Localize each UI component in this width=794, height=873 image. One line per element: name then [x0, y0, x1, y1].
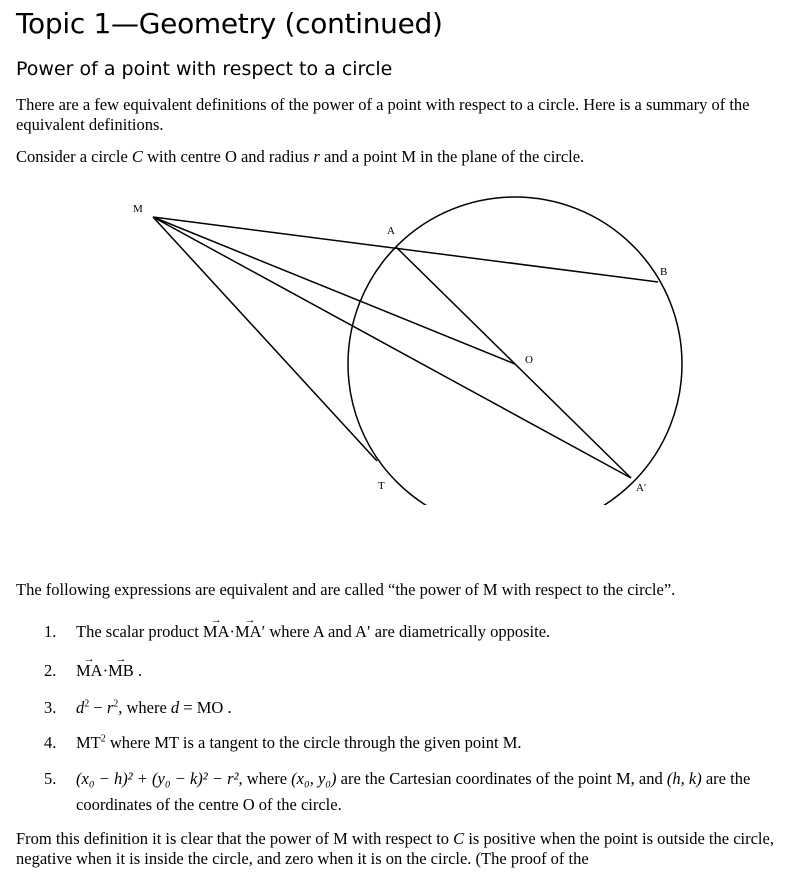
circle-symbol: C — [131, 147, 143, 166]
line-mo — [153, 217, 515, 364]
consider-text-1: Consider a circle — [16, 147, 132, 166]
list-text: = MO . — [179, 698, 232, 717]
label-B: B — [660, 266, 668, 278]
tangent-line-mt — [153, 217, 377, 461]
label-T: T — [378, 480, 385, 492]
list-item — [44, 658, 786, 684]
list-item — [44, 766, 786, 818]
secant-line-mb — [153, 217, 658, 282]
list-text: where A and — [265, 622, 356, 641]
label-A-prime: A' — [636, 482, 646, 494]
list-text: are the coordinates of the centre O of the circle. — [76, 769, 751, 814]
list-text: , where — [118, 698, 171, 717]
var-d: d — [170, 698, 180, 717]
centre-coordinates: (h, k) — [666, 769, 702, 788]
circle-symbol: C — [453, 829, 465, 848]
var-d: d — [76, 698, 85, 717]
list-number: 5. — [44, 769, 57, 788]
list-text: are diametrically opposite. — [370, 622, 551, 641]
line-ma-prime — [153, 217, 631, 478]
circle-diagram — [16, 195, 786, 505]
point-a-prime: A′ — [355, 622, 371, 641]
diagram-svg — [16, 195, 786, 505]
diameter-aa-prime — [396, 247, 631, 478]
list-item — [44, 619, 786, 645]
vector-ma: → MA — [76, 658, 103, 684]
list-number: 3. — [44, 698, 57, 717]
list-text: . — [133, 661, 143, 680]
list-text: is a tangent to the circle through the given point M. — [178, 733, 522, 752]
point-coordinates: (x₀, y₀) — [291, 769, 337, 788]
dot-operator: · — [102, 661, 109, 680]
list-number: 4. — [44, 733, 57, 752]
list-text: The scalar product — [76, 622, 203, 641]
distance-formula: (x₀ − h)² + (y₀ − k)² − r² — [76, 769, 239, 788]
consider-text-3: and a point M in the plane of the circle. — [319, 147, 585, 166]
vector-ma: → MA — [203, 619, 230, 645]
vector-mb: → MB — [108, 658, 134, 684]
var-r: r — [106, 698, 114, 717]
intro-paragraph: There are a few equivalent definitions of the power of a point with respect to a circle. Here is a summary of the equivalent definitions. — [16, 95, 750, 134]
conclusion-paragraph — [16, 829, 786, 869]
exponent: 2 — [113, 698, 119, 710]
exponent: 2 — [100, 733, 106, 745]
label-M: M — [133, 203, 143, 215]
conclusion-text-1: From this definition it is clear that the power of M with respect to — [16, 829, 454, 848]
dot-operator: · — [229, 622, 235, 641]
list-text: are the Cartesian coordinates of the point M, and — [336, 769, 667, 788]
minus-operator: − — [89, 698, 107, 717]
section-title: Power of a point with respect to a circle — [16, 58, 393, 80]
following-paragraph: The following expressions are equivalent and are called “the power of M with respect to the circle”. — [16, 580, 676, 599]
page-title: Topic 1—Geometry (continued) — [16, 7, 443, 40]
list-text: where — [105, 733, 155, 752]
exponent: 2 — [84, 698, 90, 710]
label-A: A — [387, 225, 395, 237]
list-number: 2. — [44, 661, 57, 680]
list-number: 1. — [44, 622, 57, 641]
segment-mt: MT — [154, 733, 179, 752]
list-item — [44, 695, 786, 721]
vector-ma-prime: → MA′ — [235, 619, 265, 645]
list-item — [44, 730, 786, 756]
label-O: O — [525, 354, 533, 366]
conclusion-text-2: is positive when the point is outside the circle, negative when it is inside the circle, and zero when it is on the circle. (The proof of the — [16, 829, 774, 868]
consider-paragraph — [16, 147, 786, 167]
radius-symbol: r — [313, 147, 320, 166]
consider-text-2: with centre O and radius — [142, 147, 314, 166]
list-text: , where — [238, 769, 292, 788]
segment-mt: MT — [76, 733, 101, 752]
